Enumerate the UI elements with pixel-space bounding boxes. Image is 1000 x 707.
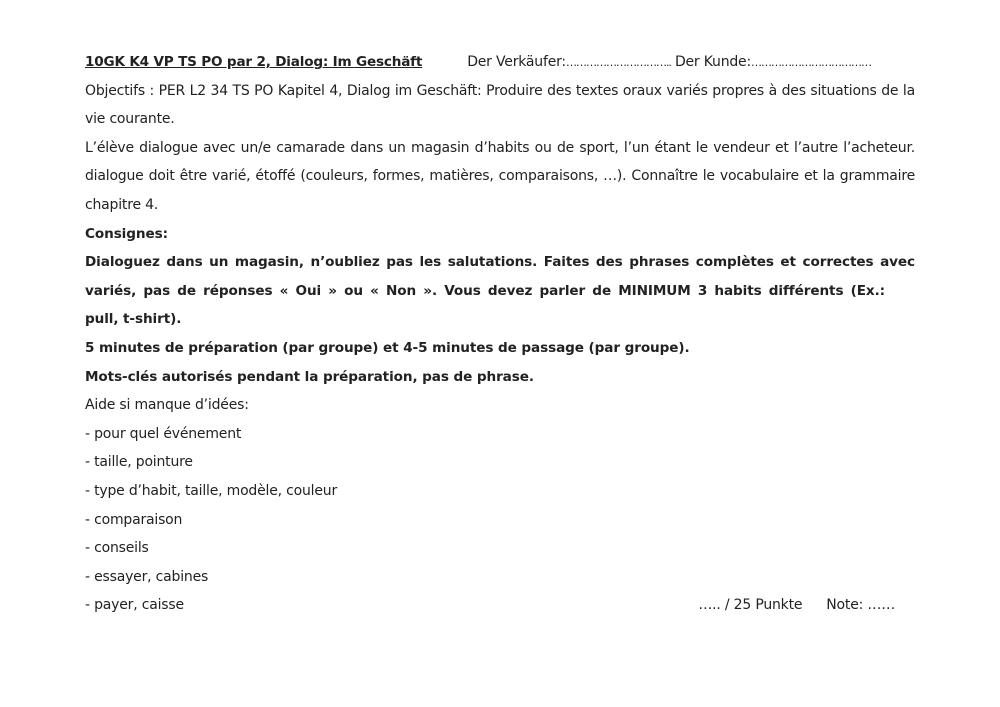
help-item: - taille, pointure <box>85 454 193 471</box>
customer-blank: ……………………………… <box>750 56 871 69</box>
description-line-1: L’élève dialogue avec un/e camarade dans un magasin d’habits ou de sport, l’un étant le vendeur et l’autre l’acheteur. <box>85 139 915 156</box>
document-page <box>85 48 915 620</box>
score-area <box>698 591 915 620</box>
customer-label: Der Kunde: <box>674 54 751 70</box>
objectives-line-2: vie courante. <box>85 111 175 128</box>
consignes-line-3: pull, t-shirt). <box>85 311 182 328</box>
description-line-3: chapitre 4. <box>85 196 159 213</box>
consignes-line-1: Dialoguez dans un magasin, n’oubliez pas les salutations. Faites des phrases complètes et correctes avec <box>85 254 915 271</box>
consignes-timing: 5 minutes de préparation (par groupe) et 4-5 minutes de passage (par groupe). <box>85 339 690 356</box>
header-row <box>85 48 915 77</box>
help-item: - type d’habit, taille, modèle, couleur <box>85 482 338 499</box>
points-field: ….. / 25 Punkte <box>698 597 803 614</box>
consignes-keywords: Mots-clés autorisés pendant la préparation, pas de phrase. <box>85 368 534 385</box>
help-item: - comparaison <box>85 511 183 528</box>
help-item: - payer, caisse <box>85 597 184 614</box>
help-heading: Aide si manque d’idées: <box>85 397 249 414</box>
help-item: - essayer, cabines <box>85 568 209 585</box>
objectives-line-1: Objectifs : PER L2 34 TS PO Kapitel 4, Dialog im Geschäft: Produire des textes oraux variés propres à des situations de la <box>85 82 915 99</box>
last-row <box>85 591 915 620</box>
consignes-heading: Consignes: <box>85 225 168 242</box>
document-title: 10GK K4 VP TS PO par 2, Dialog: Im Geschäft <box>85 54 423 70</box>
seller-blank: ………………………….. <box>565 56 671 69</box>
seller-label: Der Verkäufer: <box>467 54 566 70</box>
description-line-2: dialogue doit être varié, étoffé (couleurs, formes, matières, comparaisons, …). Connaître le vocabulaire et la grammaire <box>85 168 915 185</box>
help-item: - conseils <box>85 540 149 557</box>
help-item: - pour quel événement <box>85 425 242 442</box>
note-field: Note: …… <box>826 597 895 614</box>
consignes-line-2: variés, pas de réponses « Oui » ou « Non ». Vous devez parler de MINIMUM 3 habits différents (Ex.: <box>85 282 885 299</box>
